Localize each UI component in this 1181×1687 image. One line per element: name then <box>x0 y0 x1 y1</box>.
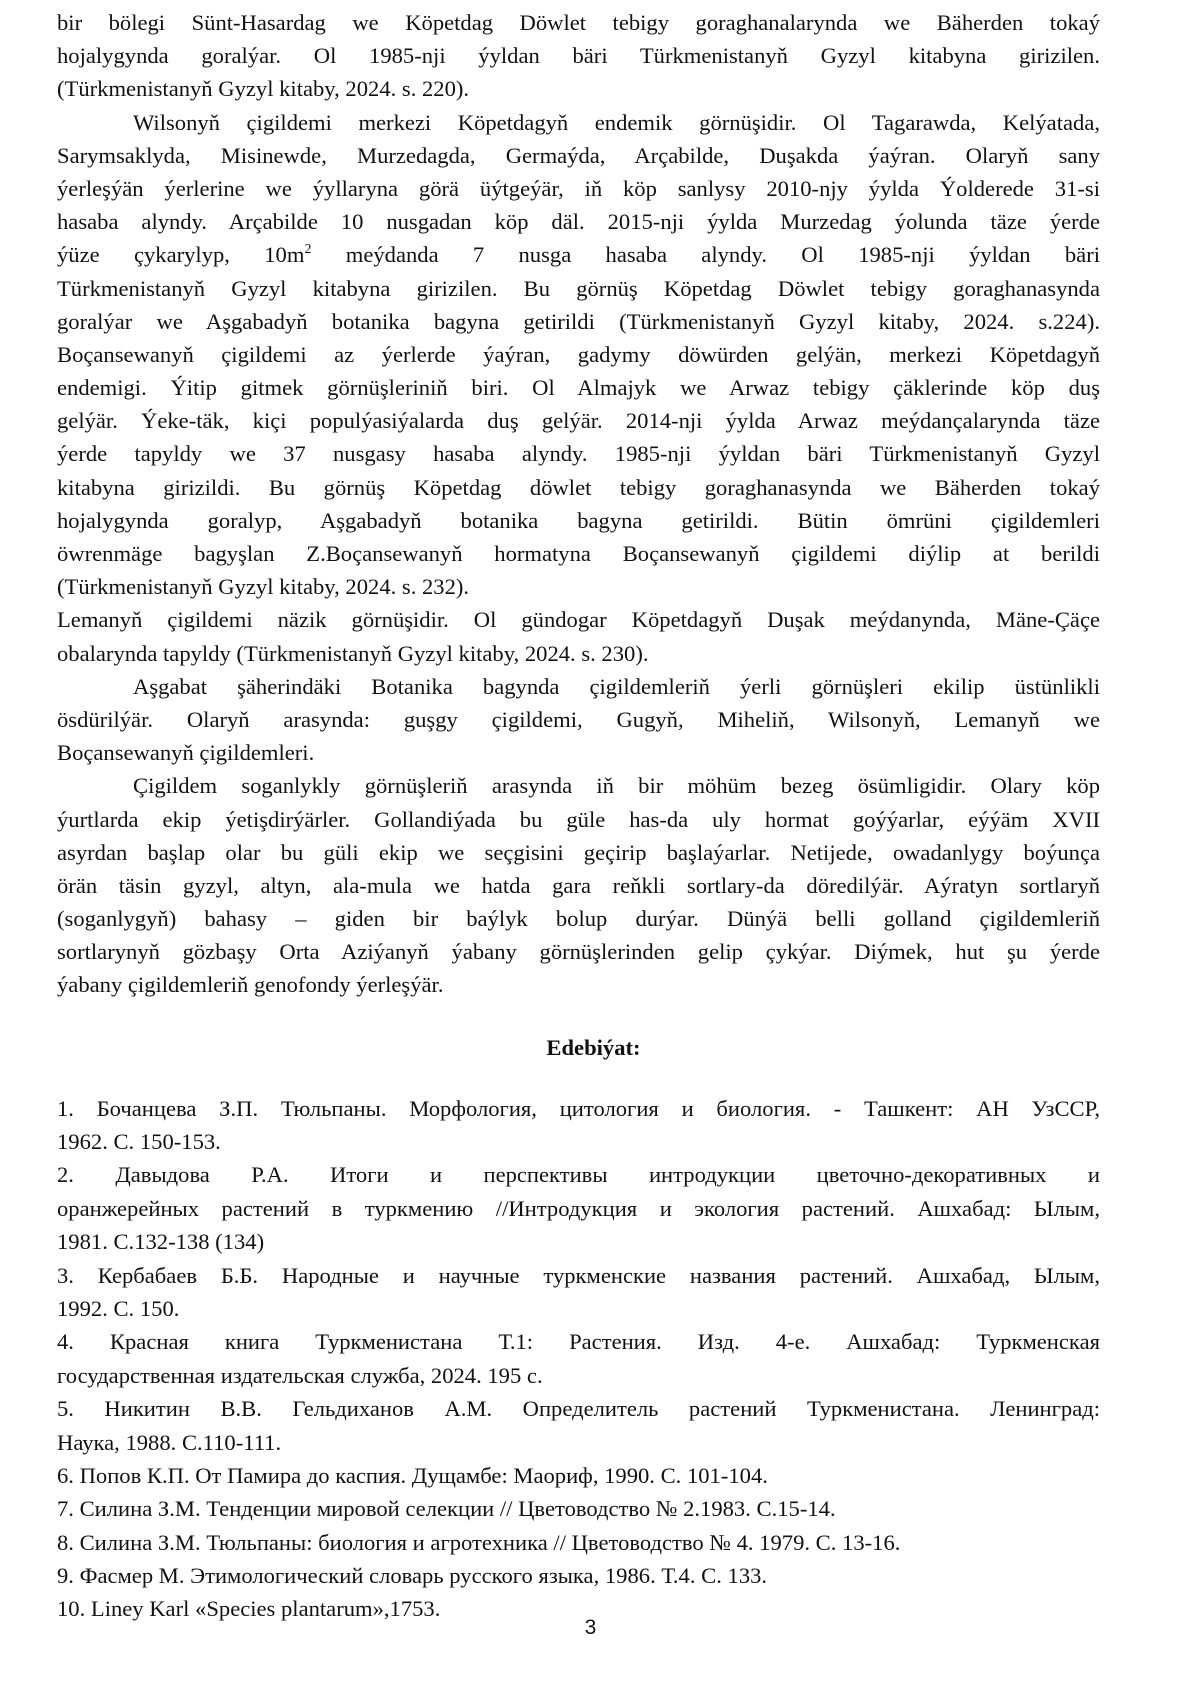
reference-item-6 <box>57 1459 1100 1492</box>
text-line: Sarymsaklyda, Misinewde, Murzedagda, Germaýda, Arçabilde, Duşakda ýaýran. Olaryň sany <box>57 142 1100 168</box>
paragraph-4 <box>57 670 1100 770</box>
text-line: Lemanyň çigildemi näzik görnüşidir. Ol gündogar Köpetdagyň Duşak meýdanynda, Mäne-Çäçe <box>57 607 1100 633</box>
paragraph-3 <box>57 603 1100 669</box>
reference-item-1 <box>57 1092 1100 1159</box>
reference-line: Наука, 1988. С.110-111. <box>57 1429 282 1455</box>
reference-line: 1981. С.132-138 (134) <box>57 1229 265 1255</box>
references-list <box>57 1092 1100 1626</box>
text-line: hasaba alyndy. Arçabilde 10 nusgadan köp däl. 2015-nji ýylda Murzedag ýolunda täze ýerde <box>57 209 1100 235</box>
text-line: hojalygynda goralýar. Ol 1985-nji ýyldan bäri Türkmenistanyň Gyzyl kitabyna girizilen. <box>57 43 1100 69</box>
text-line: hojalygynda goralyp, Aşgabadyň botanika bagyna getirildi. Bütin ömrüni çigildemleri <box>57 507 1100 533</box>
reference-item-2 <box>57 1158 1100 1258</box>
superscript: 2 <box>304 242 312 258</box>
text-line: bir bölegi Sünt-Hasardag we Köpetdag Döwlet tebigy goraghanalarynda we Bäherden tokaý <box>57 10 1100 35</box>
text-fragment: meýdanda 7 nusga hasaba alyndy. Ol 1985-nji ýyldan bäri <box>311 242 1100 268</box>
text-line: öwrenmäge bagyşlan Z.Boçansewanyň hormatyna Boçansewanyň çigildemi diýlip at berildi <box>57 541 1100 566</box>
reference-line: 4. Красная книга Туркменистана Т.1: Растения. Изд. 4-е. Ашхабад: Туркменская <box>57 1329 1100 1355</box>
reference-line: 8. Силина З.М. Тюльпаны: биология и агротехника // Цветоводство № 4. 1979. С. 13-16. <box>57 1529 901 1555</box>
paragraph-1 <box>57 6 1100 106</box>
text-line: Çigildem soganlykly görnüşleriň arasynda iň bir möhüm bezeg ösümligidir. Olary köp <box>133 773 1100 799</box>
text-line: ösdürilýär. Olaryň arasynda: guşgy çigildemi, Gugyň, Miheliň, Wilsonyň, Lemanyň we <box>57 706 1100 732</box>
reference-item-8 <box>57 1526 1100 1559</box>
text-line: endemigi. Ýitip gitmek görnüşleriniň biri. Ol Almajyk we Arwaz tebigy çäklerinde köp duş <box>57 375 1100 401</box>
paragraph-5 <box>57 769 1100 1001</box>
document-page <box>57 6 1100 1626</box>
text-line: obalarynda tapyldy (Türkmenistanyň Gyzyl kitaby, 2024. s. 230). <box>57 640 649 666</box>
text-line: asyrdan başlap olar bu güli ekip we seçgisini geçirip başlaýarlar. Netijede, owadanlygy boýunça <box>57 839 1100 865</box>
text-line: ýerleşýän ýerlerine we ýyllaryna görä üýtgeýär, iň köp sanlysy 2010-njy ýylda Ýolderede 31-si <box>57 175 1100 201</box>
references-heading: Edebiýat: <box>546 1034 641 1060</box>
reference-line: 5. Никитин В.В. Гельдиханов А.М. Определитель растений Туркменистана. Ленинград: <box>57 1396 1100 1422</box>
text-line: (soganlygyň) bahasy – giden bir baýlyk bolup durýar. Dünýä belli golland çigildemleriň <box>57 906 1100 932</box>
reference-line: 3. Кербабаев Б.Б. Народные и научные туркменские названия растений. Ашхабад, Ылым, <box>57 1262 1100 1288</box>
text-fragment: ýüze çykarylyp, 10m <box>57 242 305 268</box>
reference-line: 2. Давыдова Р.А. Итоги и перспективы интродукции цветочно-декоративных и <box>57 1162 1100 1188</box>
text-line: gelýär. Ýeke-täk, kiçi populýasiýalarda duş gelýär. 2014-nji ýylda Arwaz meýdançalarynda täze <box>57 408 1100 434</box>
reference-line: оранжерейных растений в туркмению //Интродукция и экология растений. Ашхабад: Ылым, <box>57 1195 1100 1221</box>
reference-item-3 <box>57 1259 1100 1326</box>
reference-line: 1962. С. 150-153. <box>57 1129 221 1155</box>
text-line: Boçansewanyň çigildemleri. <box>57 740 315 766</box>
text-line: Boçansewanyň çigildemi az ýerlerde ýaýran, gadymy döwürden gelýän, merkezi Köpetdagyň <box>57 341 1100 367</box>
text-line-with-superscript <box>57 238 1100 271</box>
reference-line: 10. Liney Karl «Species plantarum»,1753. <box>57 1596 441 1622</box>
reference-line: 1992. С. 150. <box>57 1295 180 1321</box>
text-line: Türkmenistanyň Gyzyl kitabyna girizilen. Bu görnüş Köpetdag Döwlet tebigy goraghanasynda <box>57 275 1100 301</box>
page-number: 3 <box>584 1616 597 1639</box>
text-line: örän täsin gyzyl, altyn, ala-mula we hatda gara reňkli sortlary-da döredilýär. Aýratyn sortlaryň <box>57 872 1100 898</box>
text-line: goralýar we Aşgabadyň botanika bagyna getirildi (Türkmenistanyň Gyzyl kitaby, 2024. s.224). <box>57 308 1100 334</box>
reference-item-7 <box>57 1492 1100 1525</box>
text-line: (Türkmenistanyň Gyzyl kitaby, 2024. s. 232). <box>57 574 470 600</box>
text-line: ýurtlarda ekip ýetişdirýärler. Gollandiýada bu güle has-da uly hormat goýýarlar, eýýäm XVII <box>57 806 1100 832</box>
paragraph-2 <box>57 106 1100 604</box>
reference-line: 9. Фасмер М. Этимологический словарь русского языка, 1986. Т.4. С. 133. <box>57 1563 768 1589</box>
reference-line: 6. Попов К.П. От Памира до каспия. Дущамбе: Маориф, 1990. С. 101-104. <box>57 1462 768 1488</box>
text-line: Wilsonyň çigildemi merkezi Köpetdagyň endemik görnüşidir. Ol Tagarawda, Kelýatada, <box>133 109 1100 135</box>
reference-line: 1. Бочанцева З.П. Тюльпаны. Морфология, цитология и биология. - Ташкент: АН УзССР, <box>57 1095 1100 1121</box>
text-line: ýerde tapyldy we 37 nusgasy hasaba alyndy. 1985-nji ýyldan bäri Türkmenistanyň Gyzyl <box>57 441 1100 467</box>
text-line: kitabyna girizildi. Bu görnüş Köpetdag döwlet tebigy goraghanasynda we Bäherden tokaý <box>57 474 1100 500</box>
text-line: sortlarynyň gözbaşy Orta Aziýanyň ýabany görnüşlerinden gelip çykýar. Diýmek, hut şu ýerde <box>57 939 1100 965</box>
reference-line: 7. Силина З.М. Тенденции мировой селекции // Цветоводство № 2.1983. С.15-14. <box>57 1496 836 1522</box>
text-line: ýabany çigildemleriň genofondy ýerleşýär. <box>57 972 444 998</box>
text-line: (Türkmenistanyň Gyzyl kitaby, 2024. s. 220). <box>57 76 470 102</box>
text-line: Aşgabat şäherindäki Botanika bagynda çigildemleriň ýerli görnüşleri ekilip üstünlikli <box>133 673 1100 699</box>
reference-item-4 <box>57 1325 1100 1392</box>
reference-item-9 <box>57 1559 1100 1592</box>
reference-item-5 <box>57 1392 1100 1459</box>
reference-line: государственная издательская служба, 2024. 195 с. <box>57 1362 543 1388</box>
